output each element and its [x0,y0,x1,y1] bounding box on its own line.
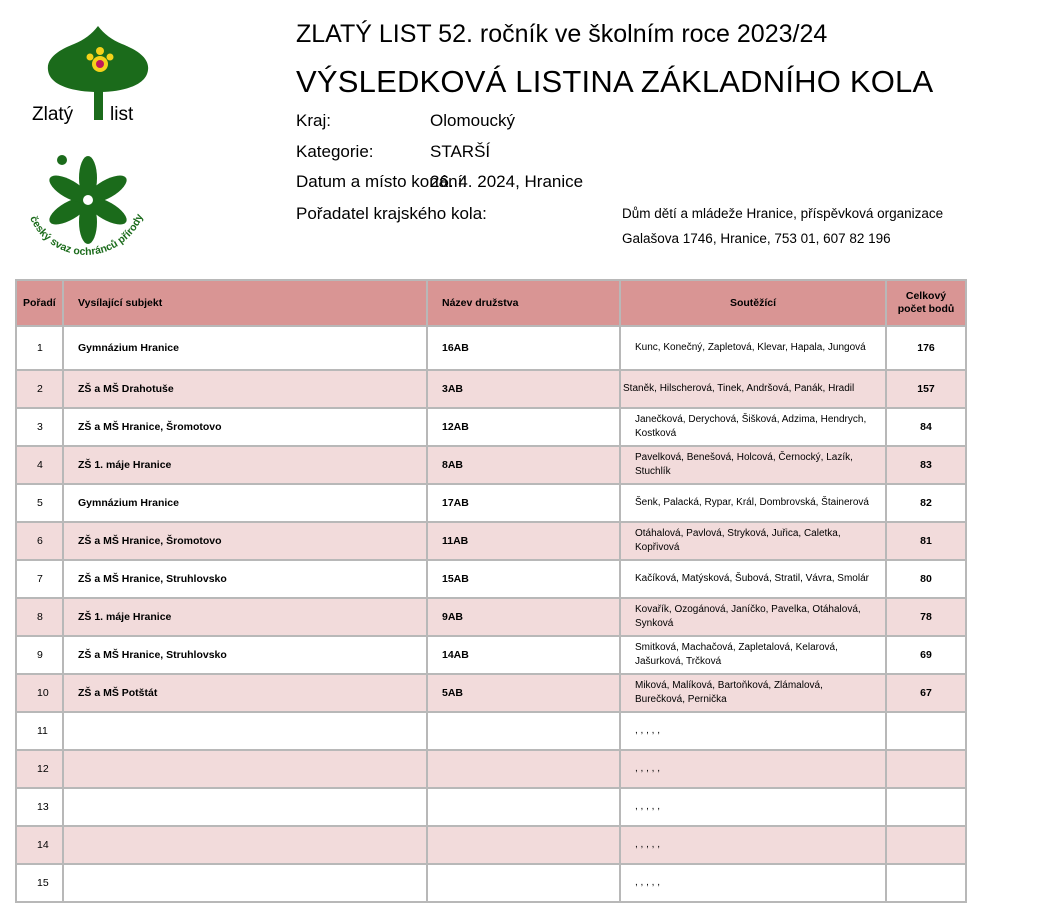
points-cell: 78 [886,598,966,636]
team-cell: 9AB [427,598,620,636]
members-cell: , , , , , [620,788,886,826]
points-cell [886,788,966,826]
team-cell: 11AB [427,522,620,560]
document-title: ZLATÝ LIST 52. ročník ve školním roce 2023/24 [296,20,828,48]
col-body: Celkový počet bodů [886,280,966,326]
document-subtitle: VÝSLEDKOVÁ LISTINA ZÁKLADNÍHO KOLA [296,64,934,99]
subject-cell: ZŠ a MŠ Drahotuše [63,370,427,408]
members-cell: Staněk, Hilscherová, Tinek, Andršová, Panák, Hradil [620,370,886,408]
logo-text-zlaty: Zlatý [32,104,74,125]
leaf-logo-icon [30,22,170,132]
points-cell: 67 [886,674,966,712]
team-cell [427,750,620,788]
csop-flower-icon [22,150,162,260]
logo-text-list: list [110,104,134,125]
table-row [16,636,966,674]
team-cell: 17AB [427,484,620,522]
subject-cell [63,712,427,750]
team-cell [427,864,620,902]
team-cell: 3AB [427,370,620,408]
subject-cell: ZŠ a MŠ Hranice, Šromotovo [63,522,427,560]
members-cell: , , , , , [620,864,886,902]
rank-cell: 14 [16,826,63,864]
members-cell: , , , , , [620,712,886,750]
members-cell: Kačíková, Matýsková, Šubová, Stratil, Vávra, Smolár [620,560,886,598]
rank-cell: 8 [16,598,63,636]
datum-label: Datum a místo konání: [296,172,468,191]
subject-cell: ZŠ a MŠ Hranice, Struhlovsko [63,636,427,674]
table-row [16,826,966,864]
table-row [16,370,966,408]
table-row [16,560,966,598]
members-cell: Otáhalová, Pavlová, Stryková, Juřica, Caletka, Kopřivová [620,522,886,560]
rank-cell: 5 [16,484,63,522]
subject-cell [63,864,427,902]
table-row [16,712,966,750]
rank-cell: 3 [16,408,63,446]
rank-cell: 15 [16,864,63,902]
members-cell: Kunc, Konečný, Zapletová, Klevar, Hapala, Jungová [620,326,886,370]
points-cell [886,826,966,864]
rank-cell: 11 [16,712,63,750]
team-cell: 14AB [427,636,620,674]
subject-cell: Gymnázium Hranice [63,326,427,370]
team-cell [427,712,620,750]
members-cell: Miková, Malíková, Bartoňková, Zlámalová, Burečková, Pernička [620,674,886,712]
points-cell: 80 [886,560,966,598]
rank-cell: 12 [16,750,63,788]
rank-cell: 1 [16,326,63,370]
results-table [15,279,967,903]
col-soutezici: Soutěžící [620,280,886,326]
team-cell: 15AB [427,560,620,598]
poradatel-name: Dům dětí a mládeže Hranice, příspěvková organizace [622,206,944,221]
members-cell: Smitková, Machačová, Zapletalová, Kelarová, Jašurková, Trčková [620,636,886,674]
points-cell [886,864,966,902]
table-row [16,788,966,826]
team-cell [427,788,620,826]
csop-logo [22,150,162,260]
team-cell: 5AB [427,674,620,712]
points-cell: 81 [886,522,966,560]
rank-cell: 7 [16,560,63,598]
table-row [16,484,966,522]
points-cell: 82 [886,484,966,522]
poradatel-label: Pořadatel krajského kola: [296,204,487,223]
rank-cell: 2 [16,370,63,408]
team-cell [427,826,620,864]
team-cell: 12AB [427,408,620,446]
members-cell: Janečková, Derychová, Šišková, Adzima, Hendrych, Kostková [620,408,886,446]
subject-cell: Gymnázium Hranice [63,484,427,522]
kategorie-value: STARŠÍ [430,142,491,161]
rank-cell: 9 [16,636,63,674]
subject-cell: ZŠ 1. máje Hranice [63,446,427,484]
table-row [16,864,966,902]
subject-cell [63,826,427,864]
rank-cell: 6 [16,522,63,560]
table-row [16,750,966,788]
table-row [16,522,966,560]
col-subjekt: Vysílající subjekt [63,280,427,326]
points-cell: 176 [886,326,966,370]
points-cell: 84 [886,408,966,446]
members-cell: , , , , , [620,826,886,864]
team-cell: 8AB [427,446,620,484]
subject-cell: ZŠ a MŠ Potštát [63,674,427,712]
kraj-label: Kraj: [296,111,331,130]
points-cell: 69 [886,636,966,674]
table-row [16,674,966,712]
rank-cell: 13 [16,788,63,826]
col-druzstvo: Název družstva [427,280,620,326]
team-cell: 16AB [427,326,620,370]
subject-cell: ZŠ a MŠ Hranice, Šromotovo [63,408,427,446]
rank-cell: 4 [16,446,63,484]
col-poradi: Pořadí [16,280,63,326]
points-cell: 157 [886,370,966,408]
zlaty-list-logo [30,22,170,132]
datum-value: 26. 4. 2024, Hranice [430,172,584,191]
csop-logo-text: český svaz ochránců přírody [27,212,146,258]
members-cell: , , , , , [620,750,886,788]
subject-cell: ZŠ 1. máje Hranice [63,598,427,636]
table-row [16,446,966,484]
points-cell [886,712,966,750]
members-cell: Pavelková, Benešová, Holcová, Černocký, Lazík, Stuchlík [620,446,886,484]
kraj-value: Olomoucký [430,111,516,130]
points-cell [886,750,966,788]
members-cell: Šenk, Palacká, Rypar, Král, Dombrovská, Štainerová [620,484,886,522]
points-cell: 83 [886,446,966,484]
table-row [16,408,966,446]
subject-cell [63,750,427,788]
table-row [16,326,966,370]
table-header-row [16,280,966,326]
poradatel-address: Galašova 1746, Hranice, 753 01, 607 82 196 [622,231,891,246]
subject-cell: ZŠ a MŠ Hranice, Struhlovsko [63,560,427,598]
rank-cell: 10 [16,674,63,712]
table-row [16,598,966,636]
kategorie-label: Kategorie: [296,142,374,161]
members-cell: Kovařík, Ozogánová, Janíčko, Pavelka, Otáhalová, Synková [620,598,886,636]
subject-cell [63,788,427,826]
